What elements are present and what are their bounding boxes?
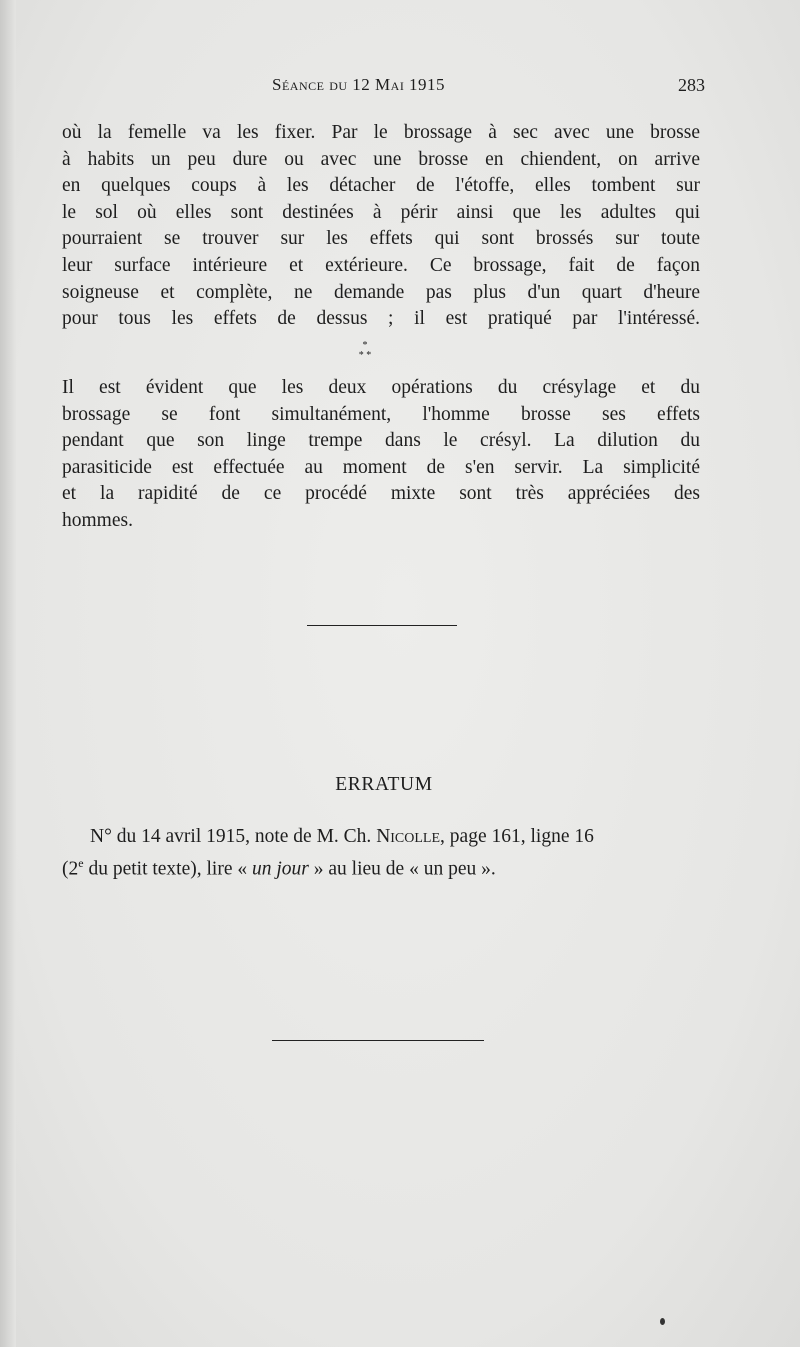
erratum-line-1 (62, 823, 702, 850)
erratum-line1-end: , page 161, ligne 16 (440, 826, 594, 847)
text-line: hommes. (62, 509, 133, 531)
text-line: et la rapidité de ce procédé mixte sont très appréciées des (62, 483, 700, 505)
erratum-superscript: e (78, 856, 84, 870)
erratum-italic-phrase: un jour (252, 858, 309, 880)
text-line: pour tous les effets de dessus ; il est pratiqué par l'intéressé. (62, 308, 700, 330)
erratum-note (62, 823, 702, 883)
text-line: où la femelle va les fixer. Par le brossage à sec avec une brosse (62, 122, 700, 143)
paragraph-simultaneous-operations (62, 375, 700, 535)
closing-divider-rule (272, 1040, 484, 1041)
asterism-top: * (362, 340, 368, 351)
text-line: pourraient se trouver sur les effets qui sont brossés sur toute (62, 228, 700, 250)
text-line: leur surface intérieure et extérieure. Ce brossage, fait de façon (62, 254, 700, 276)
section-divider-rule (307, 625, 457, 626)
erratum-line2-end: » au lieu de « un peu ». (308, 858, 496, 880)
running-head: Séance du 12 Mai 1915 (272, 75, 446, 94)
text-line: pendant que son linge trempe dans le crésyl. La dilution du (62, 430, 700, 452)
page-number: 283 (678, 75, 705, 95)
text-line: Il est évident que les deux opérations du crésylage et du (62, 377, 700, 398)
erratum-heading: ERRATUM (335, 774, 433, 795)
text-line: parasiticide est effectuée au moment de s'en servir. La simplicité (62, 456, 700, 478)
text-line: soigneuse et complète, ne demande pas plus d'un quart d'heure (62, 281, 700, 303)
erratum-line2-mid: du petit texte), lire « (83, 858, 252, 880)
text-line: le sol où elles sont destinées à périr ainsi que les adultes qui (62, 201, 700, 223)
ink-speck (660, 1318, 665, 1325)
erratum-line2-start: (2 (62, 858, 79, 880)
erratum-line1-start: N° du 14 avril 1915, note de M. Ch. (90, 826, 377, 847)
asterism-bottom: * * (358, 350, 372, 361)
asterism-separator (340, 341, 390, 371)
page-header (60, 75, 705, 101)
page-binding-shadow (0, 0, 16, 1347)
erratum-line-2 (62, 850, 702, 883)
text-line: brossage se font simultanément, l'homme brosse ses effets (62, 403, 700, 425)
text-line: en quelques coups à les détacher de l'étoffe, elles tombent sur (62, 175, 700, 197)
paragraph-brossage (62, 120, 700, 333)
erratum-author: Nicolle (376, 826, 441, 847)
text-line: à habits un peu dure ou avec une brosse en chiendent, on arrive (62, 148, 700, 170)
